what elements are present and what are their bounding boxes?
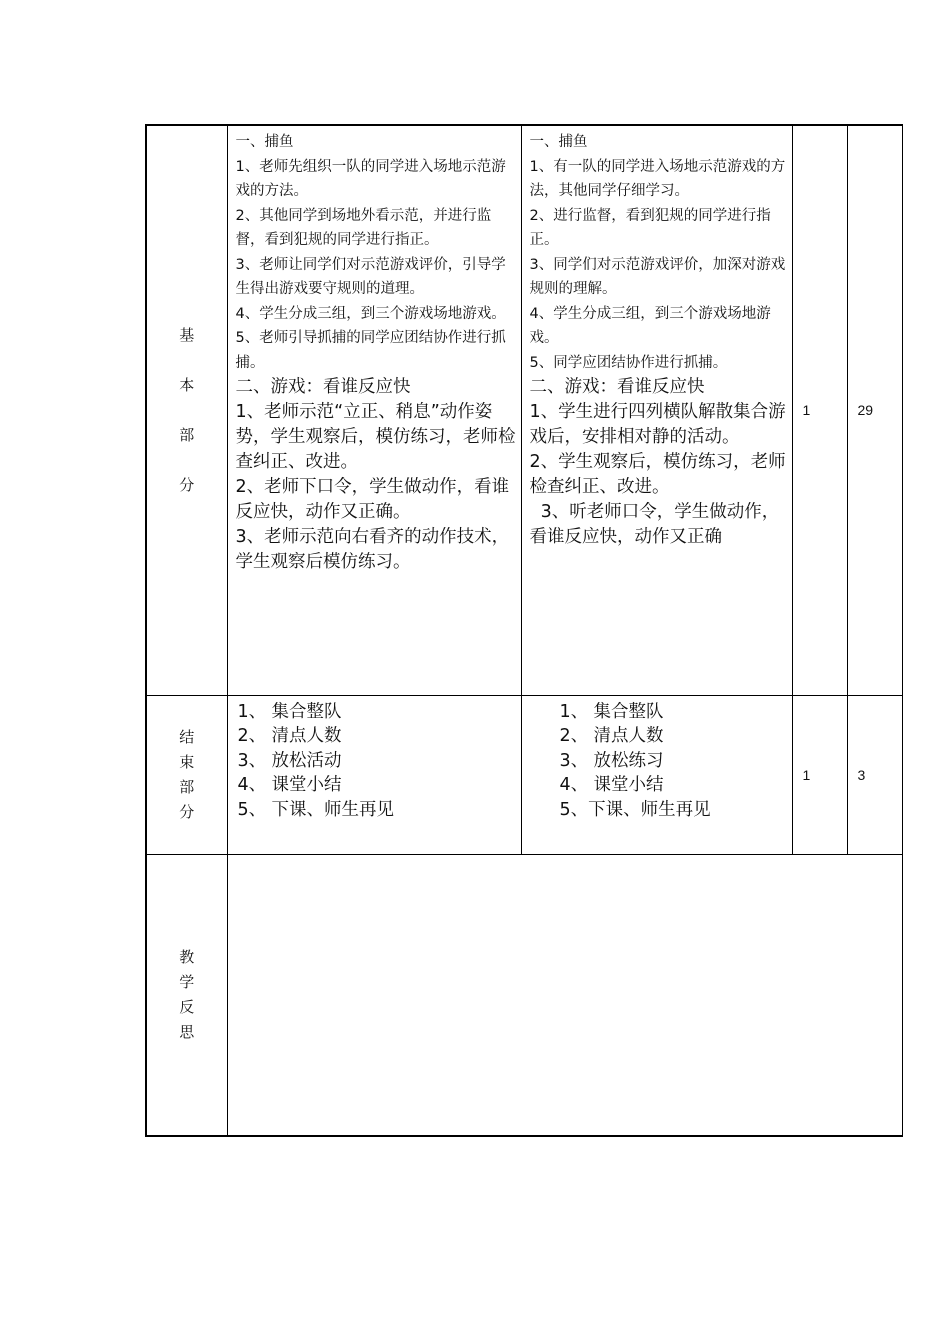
count-cell: 1	[792, 125, 847, 695]
text-line: 2、学生观察后，模仿练习，老师检查纠正、改进。	[529, 452, 786, 497]
text-line: 1、学生进行四列横队解散集合游戏后，安排相对静的活动。	[529, 402, 786, 447]
text-line: 一、捕鱼	[529, 134, 588, 150]
text-line: 1、有一队的同学进入场地示范游戏的方法，其他同学仔细学习。	[529, 158, 786, 199]
teacher-ending-list	[228, 696, 521, 823]
lesson-plan-table	[145, 124, 903, 1137]
item-text: 课堂小结	[271, 775, 342, 795]
text-line: 1、老师先组织一队的同学进入场地示范游戏的方法。	[235, 158, 506, 199]
section-label-ending: 结 束 部 分	[179, 727, 195, 821]
item-number: 3、	[237, 750, 267, 771]
ending-list-item	[560, 798, 792, 823]
ending-list-item	[560, 749, 792, 774]
ending-list-item	[560, 700, 792, 725]
item-text: 集合整队	[593, 701, 664, 722]
ending-part-row	[146, 695, 902, 854]
text-line: 一、捕鱼	[235, 134, 294, 150]
item-text: 5、下课、师生再见	[559, 799, 711, 820]
count-cell: 1	[792, 695, 847, 854]
ending-list-item	[560, 773, 792, 798]
item-text: 清点人数	[593, 726, 664, 746]
teacher-activity-text	[236, 130, 518, 575]
item-text: 课堂小结	[593, 775, 664, 795]
student-activity-cell	[521, 695, 792, 854]
text-line: 二、游戏：看谁反应快	[235, 377, 411, 397]
item-number: 1、	[237, 701, 267, 722]
section-label-cell	[146, 695, 227, 854]
item-number: 3、	[559, 750, 589, 771]
item-text: 放松活动	[271, 750, 342, 771]
text-line: 5、老师引导抓捕的同学应团结协作进行抓捕。	[235, 330, 506, 371]
reflection-content-cell	[227, 854, 902, 1136]
text-line: 1、老师示范“立正、稍息”动作姿势，学生观察后，模仿练习，老师检查纠正、改进。	[235, 402, 516, 472]
item-number: 4、	[559, 775, 589, 795]
teacher-activity-cell	[227, 125, 521, 695]
text-line: 3、老师让同学们对示范游戏评价，引导学生得出游戏要守规则的道理。	[235, 256, 506, 297]
section-label-reflection: 教 学 反 思	[179, 947, 195, 1041]
basic-part-row	[146, 125, 902, 695]
reflection-row	[146, 854, 902, 1136]
text-line: 3、听老师口令，学生做动作，看谁反应快，动作又正确	[529, 502, 780, 547]
minutes-cell: 29	[847, 125, 902, 695]
item-number: 1、	[559, 701, 589, 722]
item-text: 集合整队	[271, 701, 342, 722]
ending-list-item	[238, 724, 521, 749]
text-line: 4、学生分成三组，到三个游戏场地游戏。	[235, 305, 506, 322]
section-label-cell	[146, 854, 227, 1136]
section-label-basic: 基 本 部 分	[179, 326, 195, 495]
text-line: 2、老师下口令，学生做动作，看谁反应快，动作又正确。	[235, 477, 510, 522]
ending-list-item	[238, 773, 521, 798]
teacher-activity-cell	[227, 695, 521, 854]
item-number: 4、	[237, 775, 267, 795]
ending-list-item	[560, 724, 792, 749]
text-line: 2、进行监督，看到犯规的同学进行指正。	[529, 207, 771, 248]
text-line: 5、同学应团结协作进行抓捕。	[529, 354, 728, 371]
minutes-cell: 3	[847, 695, 902, 854]
student-ending-list	[522, 696, 792, 823]
text-line: 4、学生分成三组，到三个游戏场地游戏。	[529, 305, 771, 346]
student-activity-cell	[521, 125, 792, 695]
text-line: 2、其他同学到场地外看示范，并进行监督，看到犯规的同学进行指正。	[235, 207, 492, 248]
ending-list-item	[238, 700, 521, 725]
item-number: 2、	[559, 726, 589, 746]
text-line: 3、同学们对示范游戏评价，加深对游戏规则的理解。	[529, 256, 786, 297]
text-line: 3、老师示范向右看齐的动作技术，学生观察后模仿练习。	[235, 527, 510, 572]
student-activity-text	[530, 130, 789, 550]
section-label-cell	[146, 125, 227, 695]
item-number: 2、	[237, 726, 267, 746]
item-text: 放松练习	[593, 750, 664, 771]
ending-list-item	[238, 798, 521, 823]
item-text: 清点人数	[271, 726, 342, 746]
ending-list-item	[238, 749, 521, 774]
item-text: 下课、师生再见	[271, 799, 394, 820]
item-number: 5、	[237, 799, 267, 820]
text-line: 二、游戏：看谁反应快	[529, 377, 705, 397]
